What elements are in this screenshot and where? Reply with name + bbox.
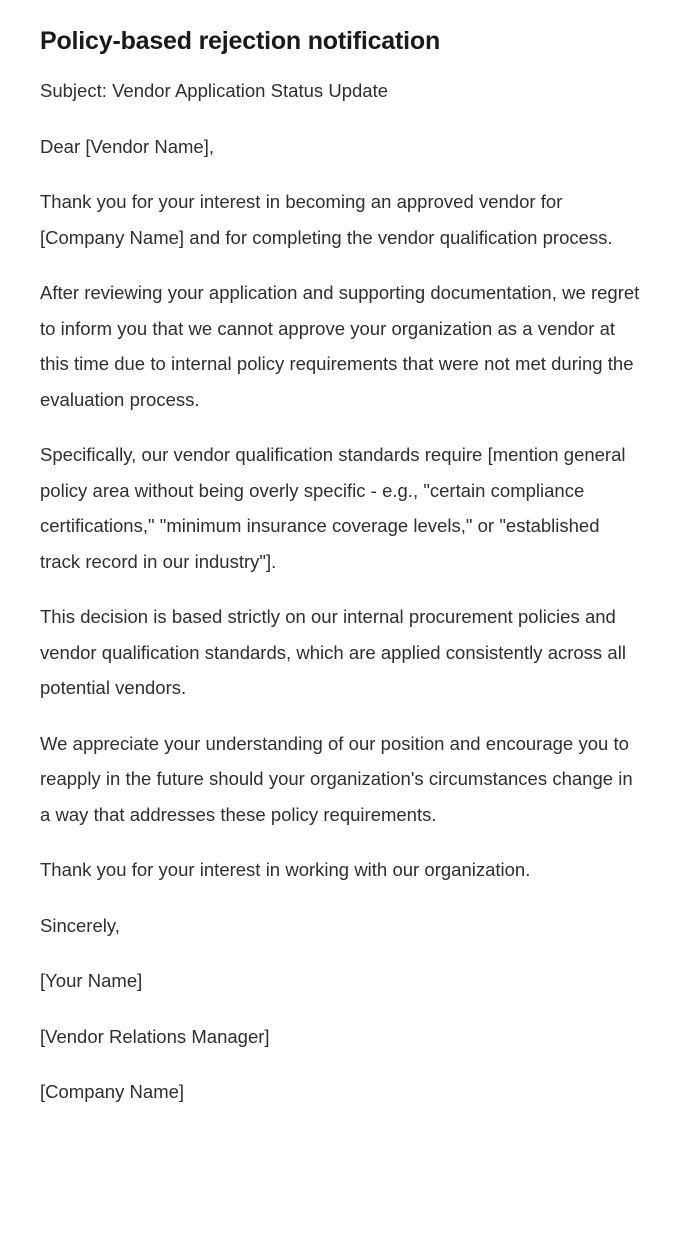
- subject-line: Subject: Vendor Application Status Update: [40, 80, 389, 101]
- paragraph-rejection: After reviewing your application and supporting documentation, we regret to inform you that we cannot approve your organization as a vendor at this time due to internal policy requirements that were not met during the evaluation process.: [40, 282, 640, 410]
- paragraph-closing-thanks: Thank you for your interest in working with our organization.: [40, 859, 531, 880]
- paragraph-policy-basis: This decision is based strictly on our internal procurement policies and vendor qualification standards, which are applied consistently across all potential vendors.: [40, 606, 626, 698]
- signature-title: [Vendor Relations Manager]: [40, 1025, 270, 1047]
- paragraph-thank-you: Thank you for your interest in becoming an approved vendor for [Company Name] and for completing the vendor qualification process.: [40, 191, 613, 248]
- paragraph-reapply: We appreciate your understanding of our position and encourage you to reapply in the future should your organization's circumstances change in a way that addresses these policy requirements.: [40, 732, 633, 825]
- page-title: Policy-based rejection notification: [40, 27, 441, 55]
- signature-company: [Company Name]: [40, 1081, 185, 1102]
- salutation: Dear [Vendor Name],: [40, 135, 214, 157]
- signoff: Sincerely,: [40, 914, 120, 936]
- signature-name: [Your Name]: [40, 970, 143, 991]
- paragraph-standards: Specifically, our vendor qualification standards require [mention general policy area without being overly specific - e.g., "certain compliance certifications," "minimum insurance coverage levels," or "established track record in our industry"].: [40, 444, 626, 572]
